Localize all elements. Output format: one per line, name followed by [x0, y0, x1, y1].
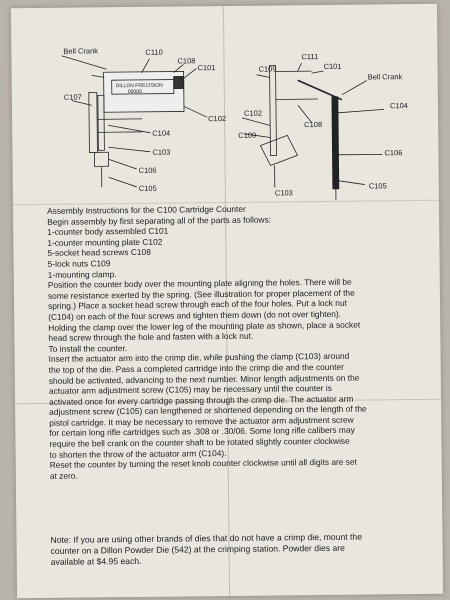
- instruction-line: Reset the counter by turning the reset knob counter clockwise until all digits are set: [49, 456, 357, 471]
- instruction-line: for certain long rifle cartridges such as .308 or .30/06. Some long rifle calibers may: [49, 425, 355, 439]
- instruction-line: 5-lock nuts C109: [47, 258, 111, 269]
- instruction-line: adjustment screw (C105) can lengthened or shortened depending on the length of the: [49, 403, 367, 418]
- note-line: available at $4.95 each.: [50, 555, 142, 567]
- instruction-line: 1-counter mounting plate C102: [47, 236, 163, 248]
- instruction-line: Position the counter body over the mounting plate aligning the holes. There will be: [47, 276, 352, 291]
- note-line: Note: If you are using other brands of dies that do not have a crimp die, mount the: [50, 531, 363, 545]
- label-bell-crank-right: Bell Crank: [367, 72, 403, 82]
- instruction-line: To install the counter.: [48, 342, 128, 354]
- label-c108-left: C108: [177, 56, 196, 66]
- actuator-arm: [98, 95, 105, 150]
- note-paragraph: [50, 531, 426, 568]
- clamp: [94, 152, 108, 166]
- instruction-line: actuator arm adjustment screw (C105) may be necessary until the counter is: [48, 382, 332, 396]
- label-c105-left: C105: [138, 183, 157, 193]
- label-c110: C110: [145, 47, 163, 57]
- label-c108-right: C108: [304, 119, 323, 130]
- instruction-line: should be activated, advancing to the next number. Minor length adjustments on the: [48, 372, 360, 386]
- label-c107: C107: [63, 92, 82, 102]
- instruction-line: require the bell crank on the counter shaft to be rotated slightly counter clockwise: [49, 435, 350, 449]
- instruction-line: (C104) on each of the four screws and tighten them down (do not over tighten).: [48, 308, 342, 322]
- instruction-line: Assembly Instructions for the C100 Cartridge Counter: [46, 203, 246, 216]
- clamp-side: [260, 135, 297, 165]
- instruction-line: the top of the die. Pass a completed cartridge into the crimp die and the counter: [48, 361, 344, 375]
- label-c103-right: C103: [274, 188, 293, 198]
- assembly-instructions: [47, 202, 426, 481]
- label-c101-left: C101: [197, 63, 216, 73]
- label-c104-left: C104: [152, 128, 171, 138]
- instruction-line: 5-socket head screws C108: [47, 247, 151, 259]
- instruction-line: Begin assembly by first separating all of the parts as follows:: [47, 214, 272, 227]
- right-diagram: [242, 62, 385, 200]
- label-c101-right: C101: [323, 61, 342, 71]
- counter-body: [104, 71, 184, 112]
- instruction-line: 1-counter body assembled C101: [47, 225, 169, 238]
- label-c111: C111: [301, 52, 319, 62]
- instruction-line: to shorten the throw of the actuator arm (C104).: [49, 447, 227, 460]
- instruction-line: Holding the clamp over the lower leg of the mounting plate as shown, place a socket: [48, 319, 361, 333]
- instruction-line: some resistance exerted by the spring. (See illustration for proper placement of the: [47, 287, 355, 301]
- reset-knob: [174, 76, 184, 88]
- instruction-line: at zero.: [49, 470, 78, 481]
- left-diagram: [61, 54, 207, 188]
- instruction-line: pistol cartridge. It may be necessary to remove the actuator arm adjustment screw: [49, 414, 354, 428]
- label-bell-crank-left: Bell Crank: [63, 46, 99, 56]
- instruction-line: activated once for every cartridge passing through the crimp die. The actuator arm: [48, 393, 354, 407]
- instruction-line: spring.) Place a socket head screw through each of the four holes. Put a lock nut: [47, 298, 347, 312]
- label-c109b-right: C109: [238, 130, 257, 140]
- label-c103-left: C103: [152, 147, 171, 157]
- instruction-line: Insert the actuator arm into the crimp die, while pushing the clamp (C103) around: [48, 351, 350, 365]
- counter-brand: DILLON PRECISION: [115, 82, 163, 90]
- instruction-sheet: [11, 4, 443, 598]
- counter-digits: 00000: [127, 88, 142, 96]
- label-c102-left: C102: [208, 114, 227, 124]
- label-c105-right: C105: [368, 181, 387, 191]
- label-c104-right: C104: [389, 101, 408, 111]
- label-c102-right: C102: [243, 108, 263, 118]
- label-c106-left: C106: [138, 165, 157, 175]
- assembly-diagram: [11, 4, 439, 208]
- instruction-line: 1-mounting clamp.: [47, 268, 117, 280]
- mounting-plate-leg: [89, 92, 98, 152]
- note-line: counter on a Dillon Powder Die (542) at the crimping station. Powder dies are: [50, 542, 345, 556]
- label-c106-right: C106: [384, 148, 403, 158]
- label-c109-right: C109: [258, 64, 277, 74]
- instruction-line: head screw through the hole and fasten with a lock nut.: [48, 330, 254, 343]
- actuator-arm-side: [332, 97, 339, 189]
